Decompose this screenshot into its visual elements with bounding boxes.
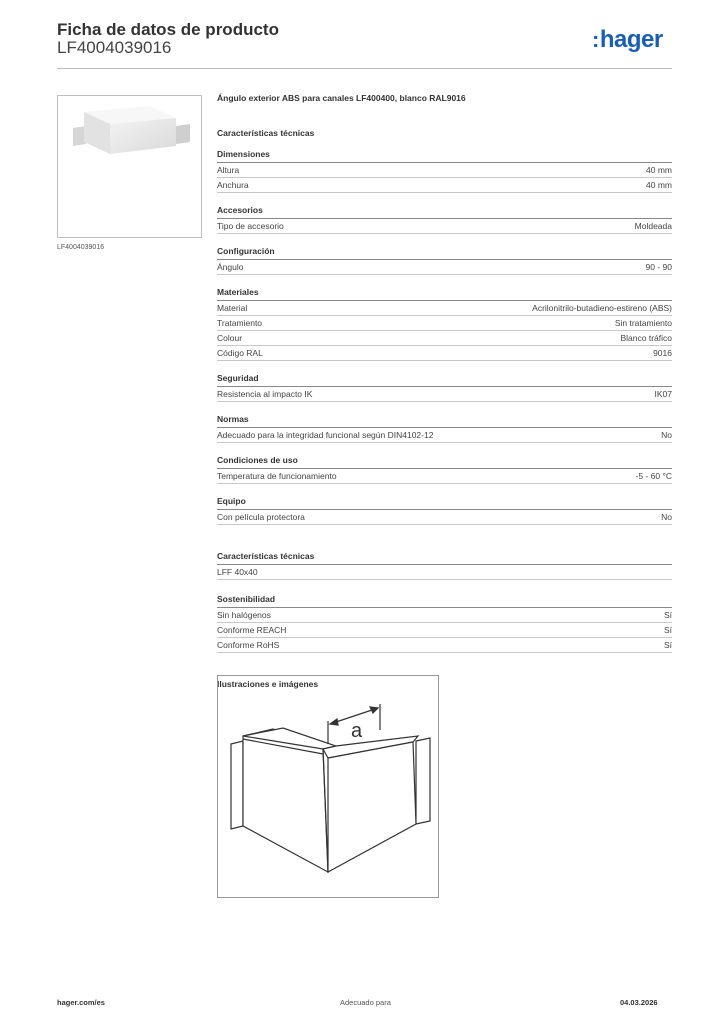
spec-row [217,163,672,178]
spec-row [217,387,672,402]
spec-label: Conforme RoHS [217,640,280,650]
spec-value: 40 mm [646,165,672,175]
product-thumbnail [57,95,202,238]
dimension-label: a [351,720,363,742]
product-code: LF4004039016 [57,38,172,57]
spec-label: Tratamiento [217,318,263,328]
section-header: Dimensiones [217,149,672,163]
spec-label: Conforme REACH [217,625,287,635]
spec-label: Colour [217,333,243,343]
spec-label: Con película protectora [217,512,305,522]
spec-value: IK07 [654,389,672,399]
spec-row [217,178,672,193]
illustration-drawing [217,675,439,898]
section-header: Accesorios [217,205,672,219]
page-title: Ficha de datos de producto [57,20,279,39]
spec-row [217,638,672,653]
spec-value: Acrilonitrilo-butadieno-estireno (ABS) [532,303,672,313]
section-header: Materiales [217,287,672,301]
tech-header: Características técnicas [217,128,315,138]
spec-row [217,331,672,346]
spec-value: Sí [663,640,672,650]
spec-label: LFF 40x40 [217,567,258,577]
spec-label: Temperatura de funcionamiento [217,471,337,481]
spec-row [217,608,672,623]
spec-label: Código RAL [217,348,263,358]
spec-value: No [661,512,672,522]
tech2-rows [217,565,672,580]
section-header: Equipo [217,496,672,510]
spec-value: Moldeada [634,221,672,231]
spec-label: Sin halógenos [217,610,271,620]
spec-label: Material [217,303,248,313]
spec-row [217,469,672,484]
tech2-header: Características técnicas [217,551,672,565]
footer-date: 04.03.2026 [620,998,658,1007]
spec-row [217,301,672,316]
spec-value: 9016 [653,348,672,358]
sustain-rows [217,608,672,653]
product-photo-icon [58,96,201,237]
spec-value: Sí [663,610,672,620]
spec-value: Sin tratamiento [614,318,672,328]
spec-row [217,316,672,331]
sustain-header: Sostenibilidad [217,594,672,608]
section-header: Seguridad [217,373,672,387]
spec-label: Altura [217,165,240,175]
product-title: Ángulo exterior ABS para canales LF400400, blanco RAL9016 [217,93,466,103]
spec-content [217,93,672,689]
spec-value: -5 - 60 °C [635,471,672,481]
spec-row [217,428,672,443]
section-header: Configuración [217,246,672,260]
spec-label: Anchura [217,180,249,190]
spec-row [217,565,672,580]
spec-sections [217,149,672,525]
spec-label: Adecuado para la integridad funcional según DIN4102-12 [217,430,434,440]
spec-row [217,510,672,525]
spec-label: Tipo de accesorio [217,221,284,231]
spec-value: 90 - 90 [645,262,672,272]
spec-row [217,346,672,361]
footer-middle: Adecuado para [340,998,391,1007]
spec-row [217,260,672,275]
spec-value: No [661,430,672,440]
hager-logo: :hager [592,26,663,53]
spec-value: 40 mm [646,180,672,190]
spec-row [217,219,672,234]
section-header: Normas [217,414,672,428]
spec-value: Sí [663,625,672,635]
spec-row [217,623,672,638]
footer-site[interactable]: hager.com/es [57,998,105,1007]
thumbnail-caption: LF4004039016 [57,244,105,251]
illustrations-header: Ilustraciones e imágenes [217,679,319,689]
section-header: Condiciones de uso [217,455,672,469]
spec-label: Ángulo [217,262,244,272]
spec-value: Blanco tráfico [620,333,672,343]
header-divider [57,68,672,69]
spec-label: Resistencia al impacto IK [217,389,313,399]
